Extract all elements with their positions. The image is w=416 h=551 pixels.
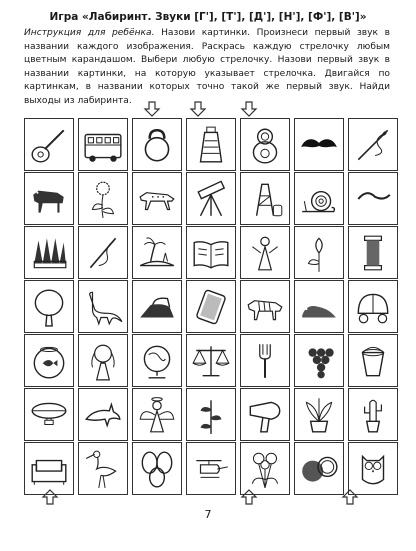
maze-cell[interactable] xyxy=(348,442,398,495)
maze-cell[interactable] xyxy=(294,172,344,225)
arrow-up-icon[interactable] xyxy=(341,489,359,505)
maze-cell[interactable] xyxy=(240,334,290,387)
maze-cell[interactable] xyxy=(294,226,344,279)
maze-cell[interactable] xyxy=(186,226,236,279)
matryoshka-icon xyxy=(244,124,286,166)
houseplant-icon xyxy=(298,394,340,436)
bucket-icon xyxy=(352,340,394,382)
maze-cell[interactable] xyxy=(186,442,236,495)
girl-icon xyxy=(82,340,124,382)
maze-grid xyxy=(24,118,398,495)
maze-cell[interactable] xyxy=(132,118,182,171)
maze-cell[interactable] xyxy=(348,226,398,279)
maze-cell[interactable] xyxy=(78,226,128,279)
instruction-label: Инструкция для ребёнка. xyxy=(24,28,155,38)
maze-cell[interactable] xyxy=(132,226,182,279)
angel-icon xyxy=(136,394,178,436)
flower-icon xyxy=(298,232,340,274)
page-number: 7 xyxy=(204,508,212,521)
instruction xyxy=(24,27,390,109)
tree-icon xyxy=(28,286,70,328)
scales-icon xyxy=(190,340,232,382)
arrow-up-icon[interactable] xyxy=(41,489,59,505)
maze-cell[interactable] xyxy=(24,388,74,441)
snail-icon xyxy=(298,178,340,220)
dinosaur-icon xyxy=(82,286,124,328)
maze-cell[interactable] xyxy=(294,334,344,387)
maze-cell[interactable] xyxy=(348,280,398,333)
page-title: Игра «Лабиринт. Звуки [Г'], [Т'], [Д'], [Н'], [Ф'], [В']» xyxy=(49,11,367,23)
maze-cell[interactable] xyxy=(78,172,128,225)
maze-cell[interactable] xyxy=(240,280,290,333)
fork-icon xyxy=(244,340,286,382)
dandelion-icon xyxy=(82,178,124,220)
maze-cell[interactable] xyxy=(240,118,290,171)
helicopter-icon xyxy=(190,448,232,490)
dolphin-icon xyxy=(82,394,124,436)
book-icon xyxy=(190,232,232,274)
oil-rig-icon xyxy=(244,178,286,220)
maze-cell[interactable] xyxy=(294,388,344,441)
stork-icon xyxy=(82,448,124,490)
maze-cell[interactable] xyxy=(24,334,74,387)
maze-cell[interactable] xyxy=(78,280,128,333)
maze-cell[interactable] xyxy=(132,388,182,441)
dates-icon xyxy=(136,448,178,490)
mustache-icon xyxy=(298,124,340,166)
tablet-icon xyxy=(190,286,232,328)
cheetah-icon xyxy=(136,178,178,220)
maze-cell[interactable] xyxy=(186,334,236,387)
arrow-down-icon[interactable] xyxy=(143,101,161,117)
maze-cell[interactable] xyxy=(78,442,128,495)
seal-icon xyxy=(298,286,340,328)
thread-spool-icon xyxy=(352,232,394,274)
maze-cell[interactable] xyxy=(240,442,290,495)
maze-cell[interactable] xyxy=(78,118,128,171)
maze-cell[interactable] xyxy=(348,118,398,171)
wagon-icon xyxy=(352,286,394,328)
maze-cell[interactable] xyxy=(24,226,74,279)
cactus-icon xyxy=(352,394,394,436)
branch-icon xyxy=(190,394,232,436)
hairdryer-icon xyxy=(244,394,286,436)
sofa-icon xyxy=(28,448,70,490)
kettlebell-icon xyxy=(136,124,178,166)
hyena-icon xyxy=(28,178,70,220)
fairy-icon xyxy=(244,232,286,274)
maze-cell[interactable] xyxy=(294,118,344,171)
maze-cell[interactable] xyxy=(78,388,128,441)
maze-cell[interactable] xyxy=(348,334,398,387)
grapes-icon xyxy=(298,340,340,382)
maze-cell[interactable] xyxy=(24,172,74,225)
instruction-text: Назови картинки. Произнеси первый звук в названии каждого изображения. Раскрась каждую стрелочку любым цветным карандашом. Выбери любую стрелочку. Назови первый звук в названии картинки, на которую указывает стрелочка. Двигайся по картинкам, в названии которых точно такой же первый звук. Найди выходы из лабиринта. xyxy=(24,28,390,106)
maze-cell[interactable] xyxy=(186,118,236,171)
grapefruit-icon xyxy=(298,448,340,490)
maze-cell[interactable] xyxy=(24,442,74,495)
maze-cell[interactable] xyxy=(24,118,74,171)
bus-icon xyxy=(82,124,124,166)
maze-cell[interactable] xyxy=(240,226,290,279)
maze-cell[interactable] xyxy=(186,388,236,441)
maze-cell[interactable] xyxy=(186,280,236,333)
maze-cell[interactable] xyxy=(132,334,182,387)
headdress-icon xyxy=(28,232,70,274)
maze-cell[interactable] xyxy=(294,280,344,333)
iron-icon xyxy=(136,286,178,328)
arrow-down-icon[interactable] xyxy=(189,101,207,117)
telescope-icon xyxy=(190,178,232,220)
maze-cell[interactable] xyxy=(132,172,182,225)
maze-cell[interactable] xyxy=(132,442,182,495)
arrow-down-icon[interactable] xyxy=(240,101,258,117)
maze-cell[interactable] xyxy=(78,334,128,387)
maze-cell[interactable] xyxy=(132,280,182,333)
maze-cell[interactable] xyxy=(186,172,236,225)
arrow-up-icon[interactable] xyxy=(240,489,258,505)
maze-cell[interactable] xyxy=(348,172,398,225)
maze-cell[interactable] xyxy=(24,280,74,333)
globe-icon xyxy=(136,340,178,382)
island-icon xyxy=(136,232,178,274)
maze-cell[interactable] xyxy=(348,388,398,441)
grater-icon xyxy=(190,124,232,166)
maze-cell[interactable] xyxy=(240,172,290,225)
owl-icon xyxy=(352,448,394,490)
guitar-icon xyxy=(28,124,70,166)
needle-icon xyxy=(352,124,394,166)
flower-bouquet-icon xyxy=(244,448,286,490)
maze-cell[interactable] xyxy=(240,388,290,441)
airship-icon xyxy=(28,394,70,436)
maze-cell[interactable] xyxy=(294,442,344,495)
tiger-icon xyxy=(244,286,286,328)
needle-thread-icon xyxy=(82,232,124,274)
aquarium-icon xyxy=(28,340,70,382)
flamingo-icon xyxy=(352,178,394,220)
